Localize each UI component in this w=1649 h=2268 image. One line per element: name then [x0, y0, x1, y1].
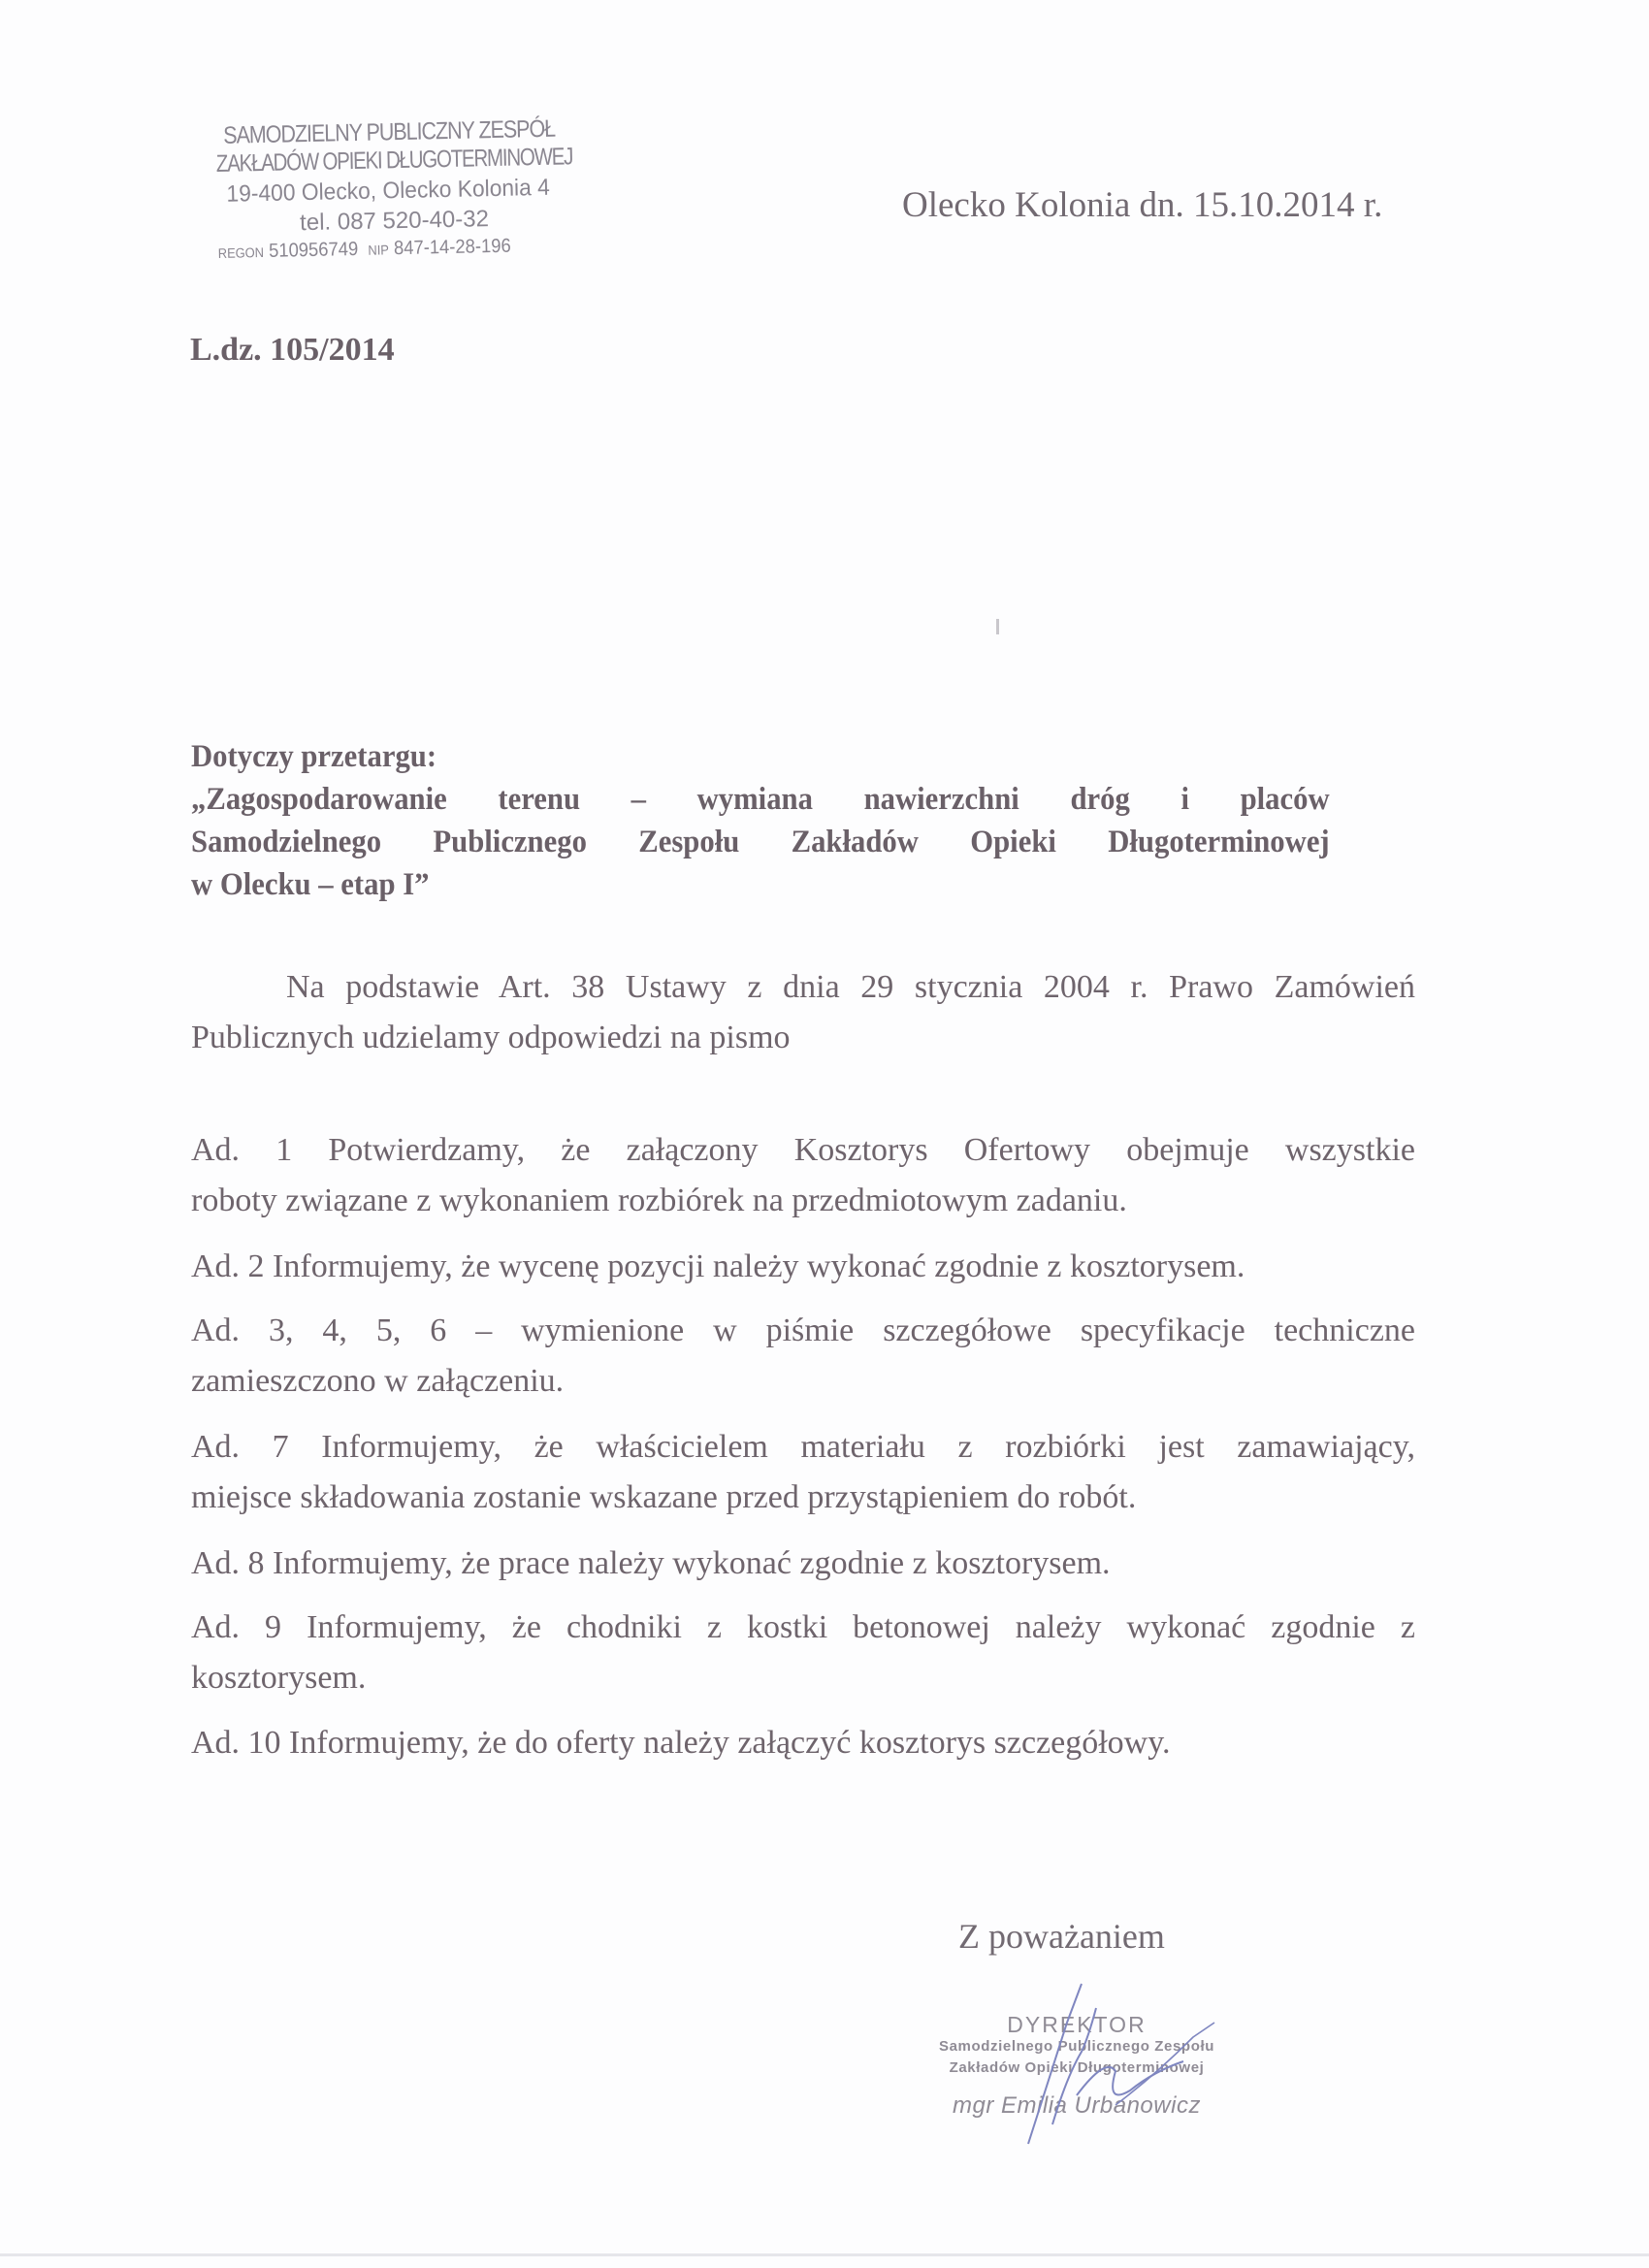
stamp-line-name-cont: ZAKŁADÓW OPIEKI DŁUGOTERMINOWEJ: [215, 143, 573, 178]
answer-line: Ad. 7 Informujemy, że właścicielem materiału z rozbiórki jest zamawiający,: [191, 1429, 1415, 1465]
answer-ad-8: [191, 1539, 1415, 1589]
director-stamp: [922, 2013, 1232, 2120]
date-line: Olecko Kolonia dn. 15.10.2014 r.: [902, 185, 1383, 225]
answer-line: Ad. 3, 4, 5, 6 – wymienione w piśmie szczegółowe specyfikacje techniczne: [191, 1312, 1415, 1348]
answer-line: Ad. 2 Informujemy, że wycenę pozycji należy wykonać zgodnie z kosztorysem.: [191, 1248, 1245, 1284]
answer-line: zamieszczono w załączeniu.: [191, 1363, 565, 1399]
intro-line: Publicznych udzielamy odpowiedzi na pismo: [191, 1020, 791, 1055]
stamp-line-ids: [218, 236, 558, 262]
director-title: DYREKTOR: [1007, 2012, 1147, 2037]
stamp-line-address: 19-400 Olecko, Olecko Kolonia 4: [226, 174, 551, 208]
subject-line: „Zagospodarowanie terenu – wymiana nawierzchni dróg i placów: [191, 782, 1330, 817]
director-org-line: Samodzielnego Publicznego Zespołu: [939, 2038, 1214, 2055]
subject-line: Samodzielnego Publicznego Zespołu Zakładów Opieki Długoterminowej: [191, 825, 1330, 859]
scan-artifact: [996, 619, 999, 634]
answer-line: Ad. 8 Informujemy, że prace należy wykonać zgodnie z kosztorysem.: [191, 1545, 1111, 1581]
director-name: mgr Emilia Urbanowicz: [953, 2092, 1201, 2119]
subject-line: w Olecku – etap I”: [191, 867, 430, 902]
intro-paragraph: [191, 962, 1415, 1063]
subject-heading: Dotyczy przetargu:: [191, 739, 437, 774]
stamp-line-name: SAMODZIELNY PUBLICZNY ZESPÓŁ: [222, 114, 556, 149]
organization-stamp: [215, 116, 587, 262]
regon-value: 510956749: [268, 238, 359, 262]
answer-ad-7: [191, 1422, 1415, 1523]
intro-line: Na podstawie Art. 38 Ustawy z dnia 29 stycznia 2004 r. Prawo Zamówień: [286, 969, 1415, 1005]
answer-ad-3-6: [191, 1306, 1415, 1407]
director-org-line: Zakładów Opieki Długoterminowej: [949, 2059, 1205, 2076]
answer-line: miejsce składowania zostanie wskazane przed przystąpieniem do robót.: [191, 1479, 1137, 1515]
answer-ad-10: [191, 1718, 1415, 1768]
answer-ad-2: [191, 1242, 1415, 1292]
closing-salutation: Z poważaniem: [958, 1917, 1165, 1956]
answer-line: Ad. 10 Informujemy, że do oferty należy załączyć kosztorys szczegółowy.: [191, 1725, 1171, 1761]
reference-number: L.dz. 105/2014: [190, 332, 395, 368]
answer-line: kosztorysem.: [191, 1660, 367, 1696]
stamp-line-phone: tel. 087 520-40-32: [299, 206, 490, 237]
answer-ad-1: [191, 1125, 1415, 1226]
nip-value: 847-14-28-196: [393, 235, 511, 260]
answer-line: roboty związane z wykonaniem rozbiórek na przedmiotowym zadaniu.: [191, 1183, 1127, 1218]
answer-ad-9: [191, 1603, 1415, 1703]
regon-label: REGON: [217, 243, 265, 261]
subject-block: [191, 735, 1330, 906]
answer-line: Ad. 1 Potwierdzamy, że załączony Kosztorys Ofertowy obejmuje wszystkie: [191, 1132, 1415, 1168]
answer-line: Ad. 9 Informujemy, że chodniki z kostki betonowej należy wykonać zgodnie z: [191, 1609, 1415, 1645]
page-bottom-edge: [0, 2253, 1649, 2256]
nip-label: NIP: [368, 242, 390, 258]
